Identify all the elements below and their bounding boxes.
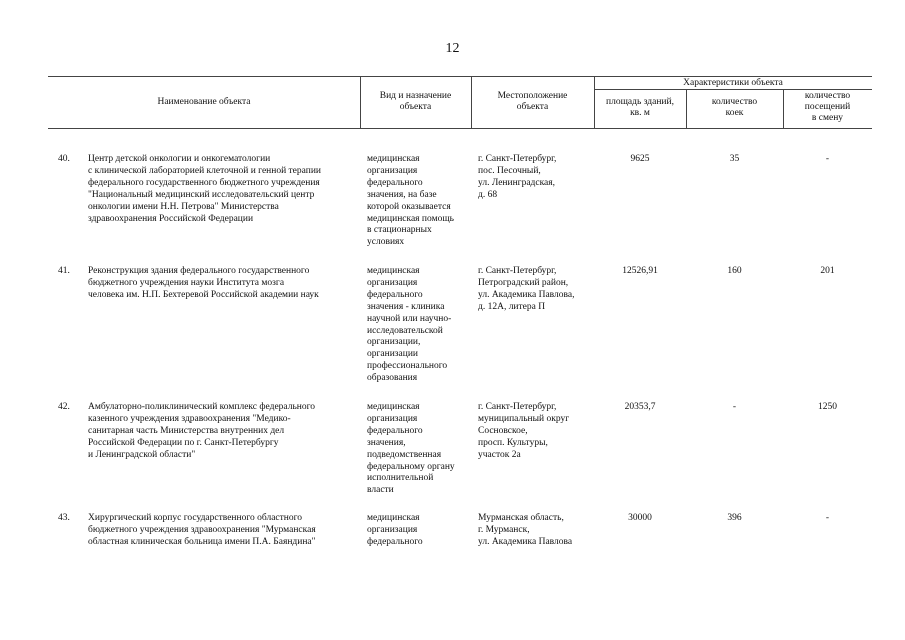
header-location: Местоположение объекта bbox=[497, 91, 568, 112]
object-location: г. Санкт-Петербург, муниципальный округ Сосновское, просп. Культуры, участок 2а bbox=[478, 402, 570, 460]
object-name: Амбулаторно-поликлинический комплекс федерального казенного учреждения здравоохранения "Медико- санитарная часть Министерства внутренних дел Российской Федерации по г. Санкт-Петербургу и Ленинградской области" bbox=[88, 402, 316, 460]
header-name: Наименование объекта bbox=[157, 97, 251, 107]
beds-value: - bbox=[732, 402, 737, 412]
area-value: 30000 bbox=[628, 513, 652, 523]
page-number: 12 bbox=[445, 41, 460, 56]
object-location: г. Санкт-Петербург, пос. Песочный, ул. Ленинградская, д. 68 bbox=[478, 154, 557, 200]
header-top-rule bbox=[48, 76, 872, 77]
beds-value: 160 bbox=[727, 266, 742, 276]
area-value: 12526,91 bbox=[622, 266, 658, 276]
beds-value: 396 bbox=[727, 513, 742, 523]
object-name: Хирургический корпус государственного областного бюджетного учреждения здравоохранения "Мурманская областная клиническая больница имени П.А. Баяндина" bbox=[88, 513, 316, 547]
area-value: 20353,7 bbox=[624, 402, 656, 412]
object-type: медицинская организация федерального значения, на базе которой оказывается медицинская помощь в стационарных условиях bbox=[367, 154, 454, 248]
object-type: медицинская организация федерального bbox=[367, 513, 423, 547]
row-index: 41. bbox=[58, 266, 70, 276]
header-characteristics: Характеристики объекта bbox=[683, 78, 783, 88]
header-area: площадь зданий, кв. м bbox=[606, 97, 674, 118]
header-bottom-rule bbox=[48, 128, 872, 129]
area-value: 9625 bbox=[630, 154, 650, 164]
object-name: Реконструкция здания федерального государственного бюджетного учреждения науки Института мозга человека им. Н.П. Бехтеревой Российской академии наук bbox=[88, 266, 319, 300]
visits-value: 201 bbox=[820, 266, 835, 276]
object-type: медицинская организация федерального значения, подведомственная федеральному органу исполнительной власти bbox=[367, 402, 455, 496]
object-type: медицинская организация федерального значения - клиника научной или научно- исследовательской организации, организации профессионального образования bbox=[367, 266, 452, 384]
visits-value: 1250 bbox=[818, 402, 837, 412]
characteristics-rule bbox=[594, 89, 872, 90]
object-location: г. Санкт-Петербург, Петроградский район, ул. Академика Павлова, д. 12А, литера П bbox=[478, 266, 575, 312]
visits-value: - bbox=[825, 513, 830, 523]
beds-value: 35 bbox=[729, 154, 740, 164]
object-location: Мурманская область, г. Мурманск, ул. Академика Павлова bbox=[478, 513, 573, 547]
header-beds: количество коек bbox=[711, 97, 758, 118]
header-visits: количество посещений в смену bbox=[804, 91, 851, 123]
visits-value: - bbox=[825, 154, 830, 164]
object-name: Центр детской онкологии и онкогематологии с клинической лабораторией клеточной и генной терапии федерального государственного бюджетного учреждения "Национальный медицинский исследовательский центр онкологии имени Н.Н. Петрова" Министерства здравоохранения Российской Федерации bbox=[88, 154, 321, 224]
row-index: 43. bbox=[58, 513, 70, 523]
row-index: 42. bbox=[58, 402, 70, 412]
header-type: Вид и назначение объекта bbox=[379, 91, 452, 112]
row-index: 40. bbox=[58, 154, 70, 164]
